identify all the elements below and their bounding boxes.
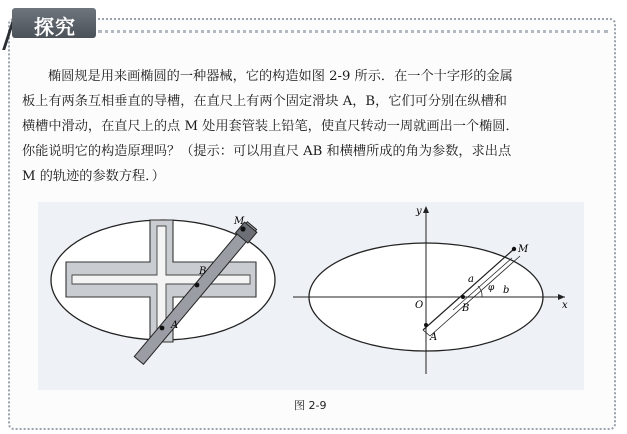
left-label-A: A xyxy=(171,320,179,331)
y-axis-arrow xyxy=(423,206,429,213)
label-M: M xyxy=(518,244,529,255)
figure-panel xyxy=(38,202,584,390)
label-phi: φ xyxy=(488,283,495,293)
slider-A-dot xyxy=(160,326,165,331)
label-B: B xyxy=(462,303,470,314)
label-A: A xyxy=(430,332,438,343)
label-O: O xyxy=(415,300,424,311)
label-y: y xyxy=(416,206,422,217)
label-x: x xyxy=(562,300,568,311)
left-label-M: M xyxy=(234,216,245,227)
paragraph-line-5: M 的轨迹的参数方程．） xyxy=(22,169,165,184)
paragraph-line-2: 板上有两条互相垂直的导槽，在直尺上有两个固定滑块 A，B，它们可分别在纵槽和 xyxy=(22,94,507,109)
point-M-dot xyxy=(240,226,245,231)
figure-caption: 图 2-9 xyxy=(294,399,327,412)
coordinate-diagram xyxy=(293,206,568,374)
section-title: 探究 xyxy=(34,15,76,39)
section-divider xyxy=(98,30,608,33)
slider-B-dot xyxy=(195,283,200,288)
paragraph-line-3: 横槽中滑动，在直尺上的点 M 处用套管装上铅笔，使直尺转动一周就画出一个椭圆． xyxy=(22,119,519,134)
label-a: a xyxy=(468,274,474,285)
paragraph-line-1: 椭圆规是用来画椭圆的一种器械，它的构造如图 2-9 所示．在一个十字形的金属 xyxy=(48,69,513,84)
ellipsograph-device xyxy=(51,216,275,366)
left-label-B: B xyxy=(199,266,207,277)
point-B xyxy=(461,295,465,299)
figure-svg xyxy=(38,202,584,390)
paragraph-line-4: 你能说明它的构造原理吗？（提示：可以用直尺 AB 和横槽所成的角为参数，求出点 xyxy=(22,144,512,159)
problem-paragraph xyxy=(22,64,610,189)
point-A xyxy=(424,323,428,327)
label-b: b xyxy=(503,285,510,296)
point-M xyxy=(512,247,516,251)
